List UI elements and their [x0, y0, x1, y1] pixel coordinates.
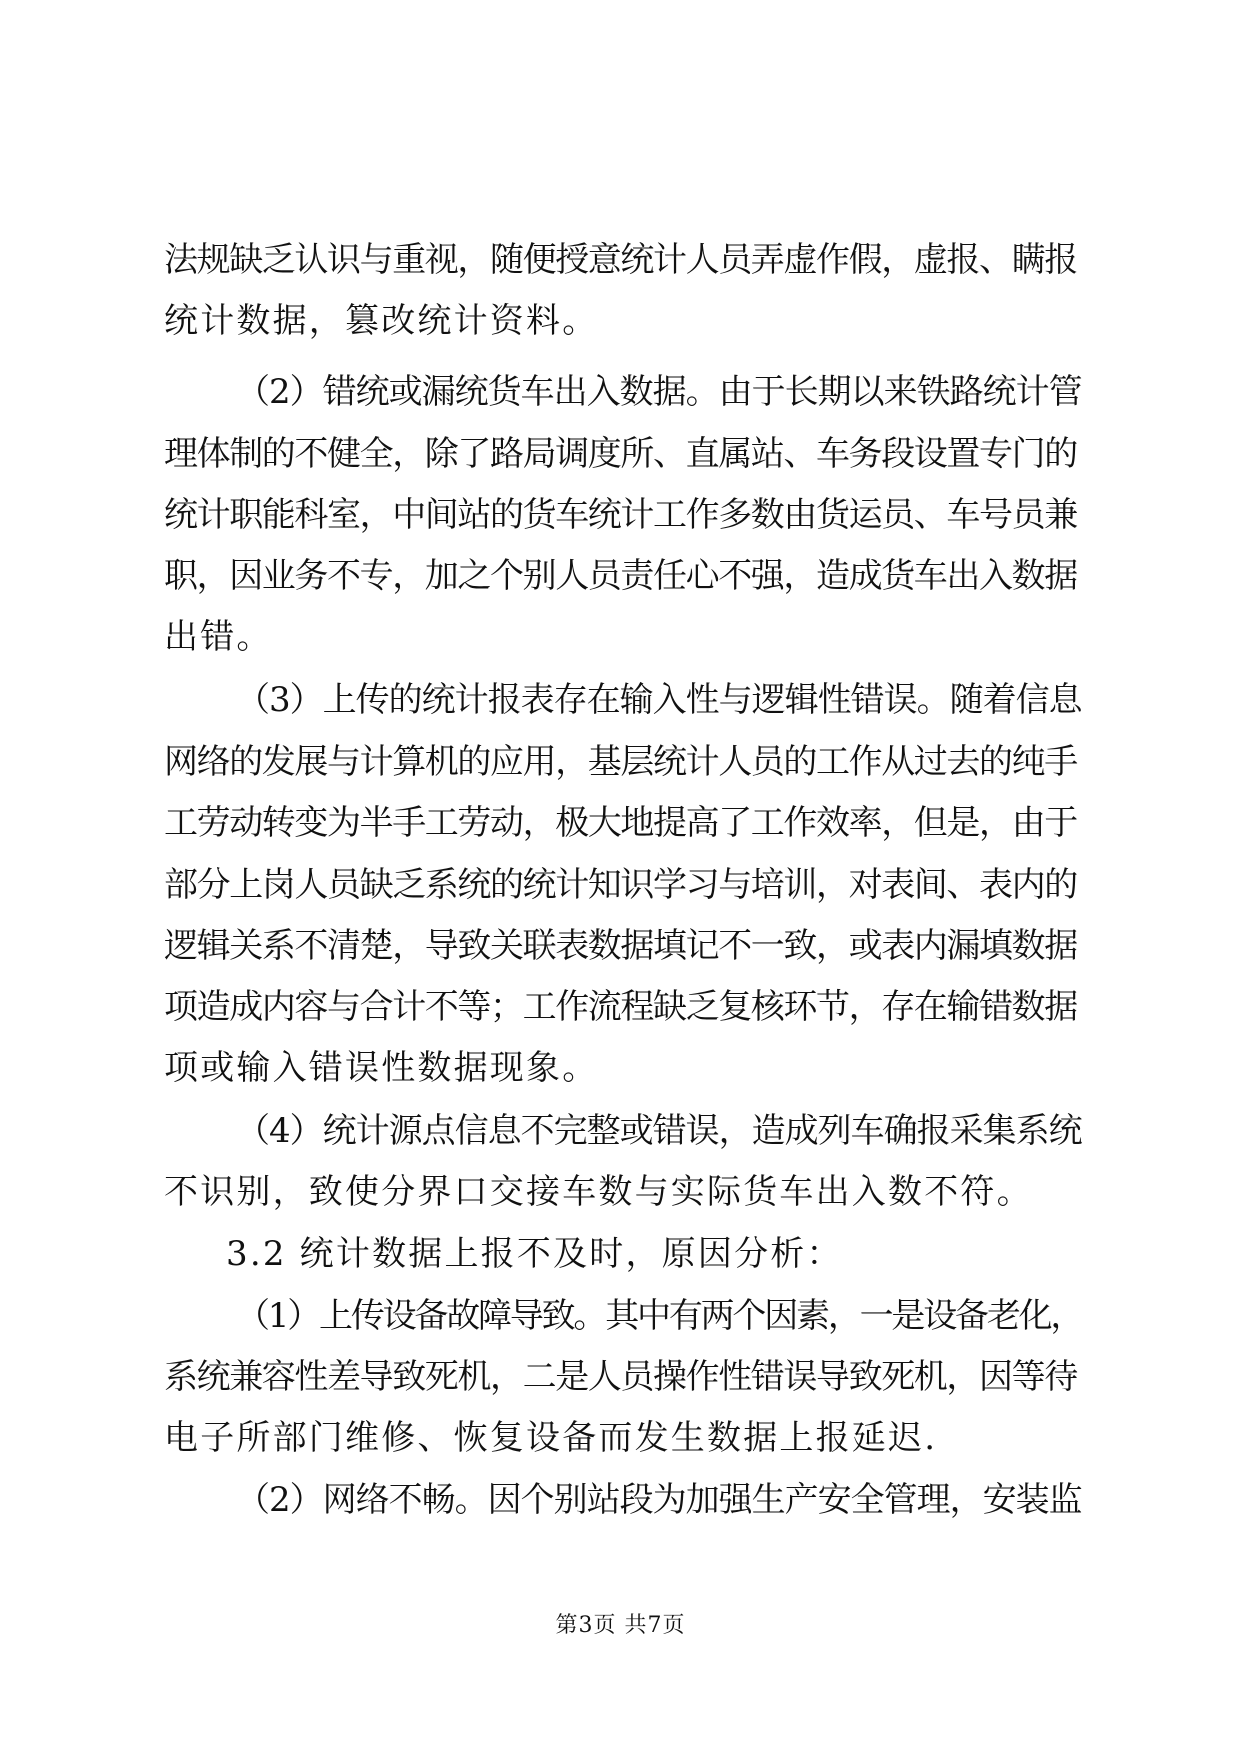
section-heading: 3.2 统计数据上报不及时，原因分析： — [226, 1234, 843, 1274]
page-footer: 第3页 共7页 — [555, 1613, 686, 1638]
text-line: 逻辑关系不清楚，导致关联表数据填记不一致，或表内漏填数据 — [164, 926, 1077, 966]
text-line: 工劳动转变为半手工劳动，极大地提高了工作效率，但是，由于 — [164, 803, 1077, 843]
text-line: 不识别，致使分界口交接车数与实际货车出入数不符。 — [164, 1172, 1033, 1212]
text-line: 项或输入错误性数据现象。 — [164, 1048, 599, 1088]
text-line: 职，因业务不专，加之个别人员责任心不强，造成货车出入数据 — [164, 556, 1077, 596]
text-line: 网络的发展与计算机的应用，基层统计人员的工作从过去的纯手 — [164, 742, 1077, 782]
text-line: （2）错统或漏统货车出入数据。由于长期以来铁路统计管 — [236, 372, 1082, 412]
text-line: 项造成内容与合计不等；工作流程缺乏复核环节，存在输错数据 — [164, 987, 1077, 1027]
text-line: 理体制的不健全，除了路局调度所、直属站、车务段设置专门的 — [164, 434, 1077, 474]
text-line: 电子所部门维修、恢复设备而发生数据上报延迟. — [164, 1418, 938, 1458]
text-line: （3）上传的统计报表存在输入性与逻辑性错误。随着信息 — [236, 680, 1082, 720]
text-line: 系统兼容性差导致死机，二是人员操作性错误导致死机，因等待 — [164, 1357, 1077, 1397]
text-line: 出错。 — [164, 617, 273, 657]
text-line: 部分上岗人员缺乏系统的统计知识学习与培训，对表间、表内的 — [164, 865, 1077, 905]
text-line: 统计数据，篡改统计资料。 — [164, 301, 599, 341]
text-line: （1）上传设备故障导致。其中有两个因素，一是设备老化， — [236, 1296, 1083, 1336]
text-line: （2）网络不畅。因个别站段为加强生产安全管理，安装监 — [236, 1480, 1082, 1520]
text-line: （4）统计源点信息不完整或错误，造成列车确报采集系统 — [236, 1111, 1082, 1151]
text-line: 统计职能科室，中间站的货车统计工作多数由货运员、车号员兼 — [164, 495, 1077, 535]
text-line: 法规缺乏认识与重视，随便授意统计人员弄虚作假，虚报、瞒报 — [164, 240, 1077, 280]
